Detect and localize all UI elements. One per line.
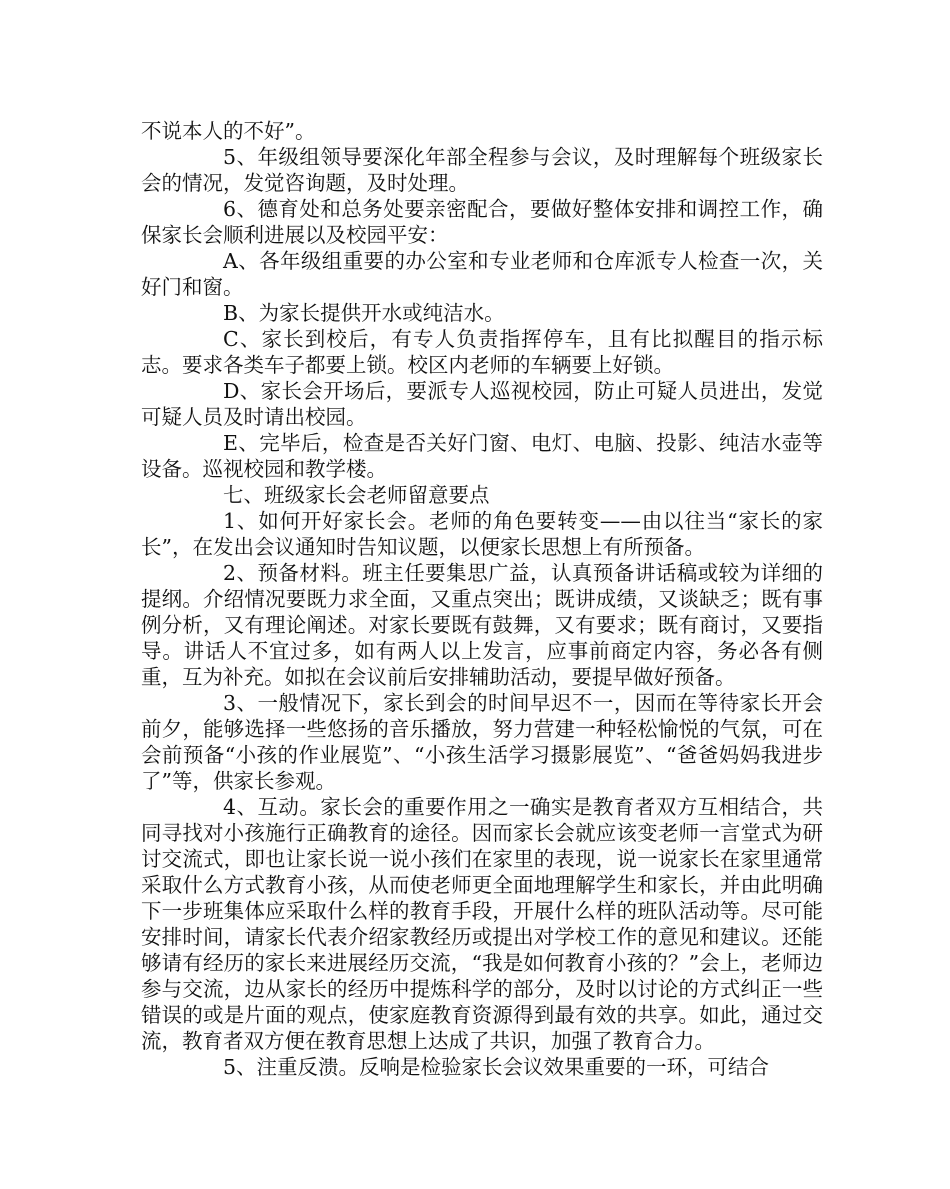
- paragraph-1: 不说本人的不好”。: [141, 119, 316, 143]
- paragraph-5: B、为家长提供开水或纯洁水。: [223, 301, 505, 325]
- paragraph-12: 3、一般情况下，家长到会的时间早迟不一，因而在等待家长开会前夕，能够选择一些悠扬的音乐播放，努力营建一种轻松愉悦的气氛，可在会前预备“小孩的作业展览”、“小孩生活学习摄影展览”、“爸爸妈妈我进步了”等，供家长参观。: [141, 691, 823, 793]
- paragraph-14: 5、注重反溃。反响是检验家长会议效果重要的一环，可结合: [223, 1055, 770, 1079]
- paragraph-8: E、完毕后，检查是否关好门窗、电灯、电脑、投影、纯洁水壶等设备。巡视校园和教学楼。: [141, 431, 823, 481]
- paragraph-10: 1、如何开好家长会。老师的角色要转变——由以往当“家长的家长”，在发出会议通知时告知议题，以便家长思想上有所预备。: [141, 509, 823, 559]
- document-page: [141, 118, 823, 1080]
- paragraph-4: A、各年级组重要的办公室和专业老师和仓库派专人检查一次，关好门和窗。: [141, 249, 823, 299]
- paragraph-13: 4、互动。家长会的重要作用之一确实是教育者双方互相结合，共同寻找对小孩施行正确教育的途径。因而家长会就应该变老师一言堂式为研讨交流式，即也让家长说一说小孩们在家里的表现，说一说家长在家里通常采取什么方式教育小孩，从而使老师更全面地理解学生和家长，并由此明确下一步班集体应采取什么样的教育手段，开展什么样的班队活动等。尽可能安排时间，请家长代表介绍家教经历或提出对学校工作的意见和建议。还能够请有经历的家长来进展经历交流，“我是如何教育小孩的？”会上，老师边参与交流，边从家长的经历中提炼科学的部分，及时以讨论的方式纠正一些错误的或是片面的观点，使家庭教育资源得到最有效的共享。如此，通过交流，教育者双方便在教育思想上达成了共识，加强了教育合力。: [141, 795, 823, 1053]
- paragraph-6: C、家长到校后，有专人负责指挥停车，且有比拟醒目的指示标志。要求各类车子都要上锁。校区内老师的车辆要上好锁。: [141, 327, 823, 377]
- paragraph-3: 6、德育处和总务处要亲密配合，要做好整体安排和调控工作，确保家长会顺利进展以及校园平安：: [141, 197, 823, 247]
- paragraph-2: 5、年级组领导要深化年部全程参与会议，及时理解每个班级家长会的情况，发觉咨询题，及时处理。: [141, 145, 823, 195]
- paragraph-7: D、家长会开场后，要派专人巡视校园，防止可疑人员进出，发觉可疑人员及时请出校园。: [141, 379, 823, 429]
- paragraph-11: 2、预备材料。班主任要集思广益，认真预备讲话稿或较为详细的提纲。介绍情况要既力求全面，又重点突出；既讲成绩，又谈缺乏；既有事例分析，又有理论阐述。对家长要既有鼓舞，又有要求；既有商讨，又要指导。讲话人不宜过多，如有两人以上发言，应事前商定内容，务必各有侧重，互为补充。如拟在会议前后安排辅助活动，要提早做好预备。: [141, 561, 823, 689]
- section-heading: 七、班级家长会老师留意要点: [223, 483, 490, 507]
